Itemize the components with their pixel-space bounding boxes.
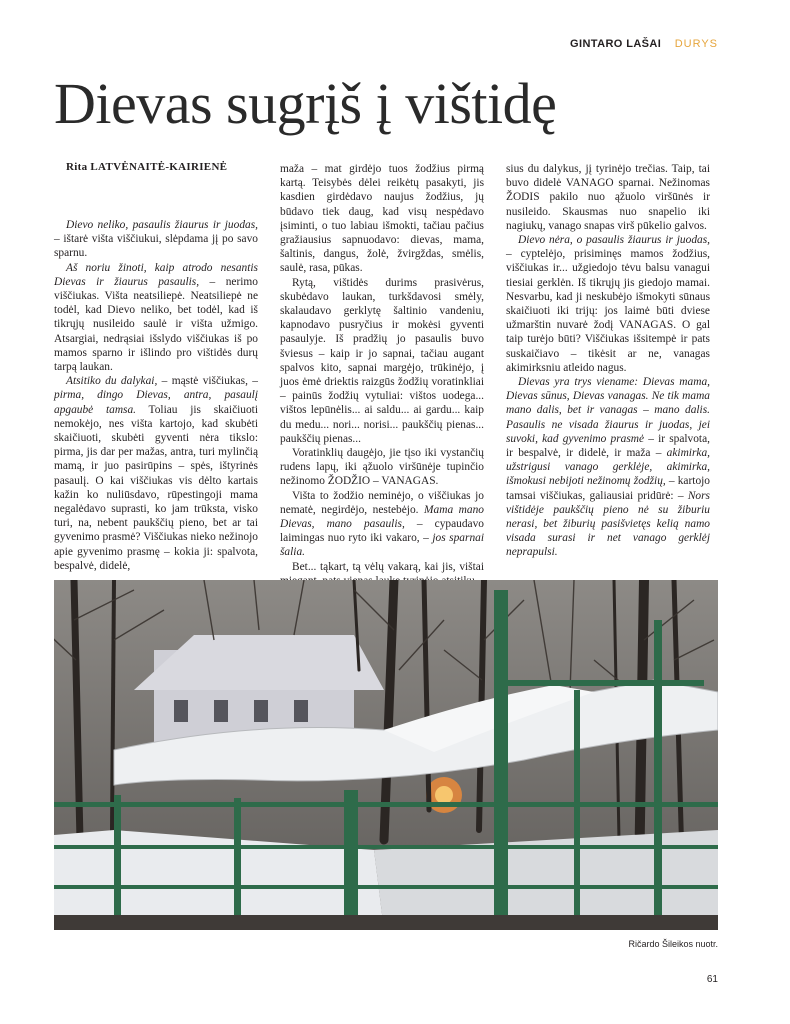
page-number: 61 (706, 974, 718, 985)
text-column-1 (54, 218, 258, 573)
text-column-3 (506, 162, 710, 560)
paragraph: Dievas yra trys viename: Dievas mama, Dievas sūnus, Dievas vanagas. Ne tik mama mano dalis, bet ir vanagas – mano dalis. Pasaulis ne visada žiaurus ir juodas, jei suvoki, kad gyvenimo prasmė – ir spalvota, ir bespalvė, ir didelė, ir maža – akimirka, užstrigusi vanago gerklėje, akimirka, išmokusi nebijoti nežinomų žodžių, – kartojo tamsai viščiukas, galiausiai pridūrė: – Nors vištidėje paukščių pieno nė su žiburiu nerasi, bet žiburių pasišvietęs kelią namo visada surasi ir net vanago gerklėj neprapulsi. (506, 376, 711, 559)
magazine-name: GINTARO LAŠAI (570, 38, 662, 50)
paragraph: Dievo neliko, pasaulis žiaurus ir juodas, – ištarė višta viščiukui, slėpdama jį po savo sparnu. (54, 219, 258, 260)
text-column-2 (280, 162, 484, 588)
paragraph: Atsitiko du dalykai, – mąstė viščiukas, – pirma, dingo Dievas, antra, pasaulį apgaubė tamsa. Toliau jis skaičiuoti nemokėjo, nes višta kartojo, kad skubėti skaičiuoti, skubėti gyventi nėra tikslo: pirma, jis dar per mažas, antra, turi mylinčią mamą, ir juo pasirūpins – spės, ištyrinės pasaulį. O kai viščiukas vis dėlto kartais kažin ko nuliūsdavo, rūpestingoji mama negalėdavo suprasti, ko jam trūksta, visko turi, na, nebent paukščių pieno, bet ar tai gyvenimo prasmė? Viščiukas nieko nežinojo apie gyvenimo prasmę – kokia ji: spalvota, bespalvė, didelė, (54, 375, 259, 572)
article-title: Dievas sugrįš į vištidę (54, 71, 557, 136)
section-name: DURYS (674, 38, 718, 50)
paragraph: Višta to žodžio neminėjo, o viščiukas jo nematė, negirdėjo, nestebėjo. Mama mano Dievas, mano pasaulis, – cypaudavo laimingas nuo ryto iki vakaro, – jos sparnai šalia. (280, 489, 485, 559)
paragraph: sius du dalykus, jį tyrinėjo trečias. Taip, tai buvo didelė VANAGO sparnai. Nežinomas ŽODIS pakilo nuo ąžuolo viršūnės ir nusileido. Skausmas nuo snapelio iki nagiukų, vanago snapas virš pūkelio galvos. (506, 163, 710, 232)
article-author: Rita LATVĖNAITĖ-KAIRIENĖ (66, 161, 228, 173)
paragraph: Aš noriu žinoti, kaip atrodo nesantis Dievas ir žiaurus pasaulis, – nerimo viščiukas. Višta neatsiliepė. Neatsiliepė ne todėl, kad Dievo neliko, bet todėl, kad iš tikrųjų nusileido saulė ir višta užmigo. Atsargiai, nedrąsiai išslydo viščiukas iš po mamos sparno ir išlindo pro vištidės durų tarpą laukan. (54, 261, 258, 374)
paragraph: Rytą, vištidės durims prasivėrus, skubėdavo laukan, turkšdavosi smėly, skalaudavo gerklytę šaltinio vandeniu, kapnodavo pusryčius ir mokėsi gyventi pasaulyje. Iš pradžių jo pasaulis buvo šviesus – kaip ir jo sapnai, tačiau augant spalvos kito, sapnai margėjo, trūkinėjo, į juos ėmė driektis raizgūs žodžių voratinkliai – painūs žodžių vytuliai: vištos uodega... vištos lepūnėlis... ai saldu... ai gardu... kaip du medu... nori... norisi... paukščių pienas... paukščių pienas... (280, 276, 484, 445)
paragraph: maža – mat girdėjo tuos žodžius pirmą kartą. Teisybės dėlei reikėtų pasakyti, jis kasdien girdėdavo naujus žodžius, jų būdavo tiek daug, kad visų nespėdavo įsiminti, o tuo labiau išmokti, tačiau pačius gražiausius sapnuodavo: dievas, mama, šaltinis, dangus, žolė, žvirgždas, smėlis, saulė, rasa, pūkas. (280, 163, 484, 275)
article-photo (54, 580, 718, 930)
paragraph: Voratinklių daugėjo, jie tįso iki vystančių rudens lapų, iki ąžuolo viršūnėje tupinčio nežinomo ŽODŽIO – VANAGAS. (280, 447, 484, 488)
paragraph: Dievo nėra, o pasaulis žiaurus ir juodas, – cyptelėjo, prisiminęs mamos žodžius, viščiukas ir... užgiedojo tėvu balsu vanagui tiesiai gerklėn. Iš tikrųjų jis giedojo mamai. Nesvarbu, kad ji neskubėjo išmokyti sūnaus skaičiuoti iki trijų: jos laimė būti dviese užmarštin nuvarė žodį VANAGAS. O gal taip turėjo būti? Viščiukas išsitempė ir pats suskaičiavo – tikėsit ar ne, vanagas akimirksniu atleido nagus. (506, 234, 710, 374)
running-header (570, 38, 718, 50)
photo-credit: Ričardo Šileikos nuotr. (628, 939, 718, 949)
paragraph: Bet... tąkart, tą vėlų vakarą, kai jis, vištai (292, 560, 484, 573)
